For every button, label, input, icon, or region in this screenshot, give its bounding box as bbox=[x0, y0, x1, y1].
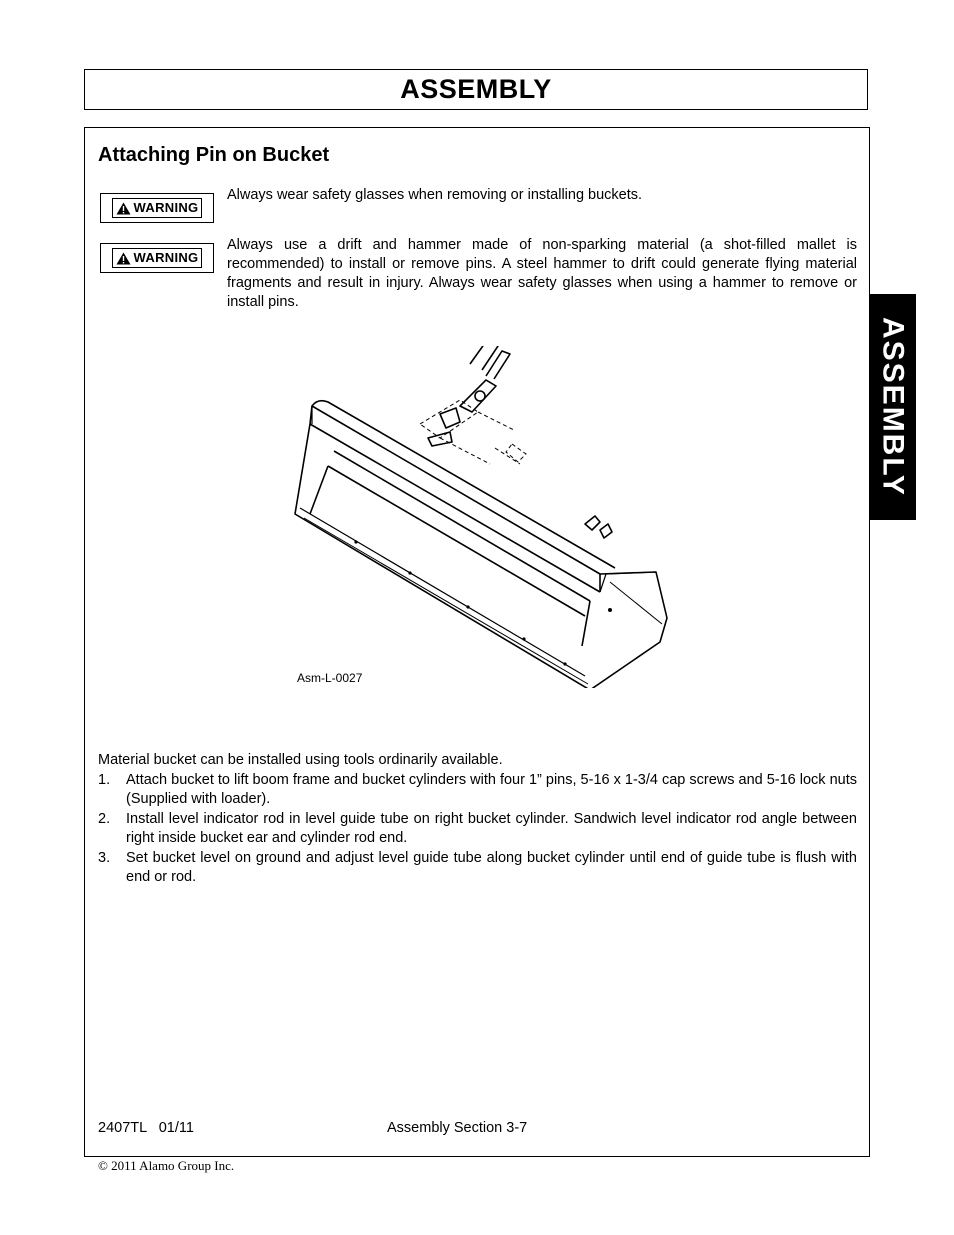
warning-label: WARNING bbox=[133, 200, 199, 215]
section-heading: Attaching Pin on Bucket bbox=[98, 144, 330, 166]
footer-model-date bbox=[98, 1120, 194, 1136]
step-text: Attach bucket to lift boom frame and bucket cylinders with four 1” pins, 5-16 x 1-3/4 cap screws and 5-16 lock nuts (Supplied with loader). bbox=[126, 771, 857, 807]
warning-label: WARNING bbox=[133, 250, 199, 265]
side-tab-label: ASSEMBLY bbox=[876, 317, 910, 497]
list-item bbox=[98, 810, 857, 849]
warning-triangle-icon bbox=[116, 202, 131, 215]
step-text: Install level indicator rod in level guide tube on right bucket cylinder. Sandwich level indicator rod angle between right inside bucket ear and cylinder rod end. bbox=[126, 810, 857, 846]
copyright: © 2011 Alamo Group Inc. bbox=[98, 1158, 235, 1173]
step-number: 1. bbox=[98, 771, 111, 788]
section-side-tab bbox=[869, 294, 916, 520]
list-item bbox=[98, 849, 857, 888]
list-item bbox=[98, 771, 857, 810]
bucket-illustration bbox=[290, 346, 670, 688]
step-number: 2. bbox=[98, 810, 111, 827]
intro-text: Material bucket can be installed using tools ordinarily available. bbox=[98, 752, 503, 768]
footer-page-ref: Assembly Section 3-7 bbox=[387, 1120, 528, 1136]
warning-triangle-icon bbox=[116, 252, 131, 265]
warning-badge bbox=[100, 243, 214, 273]
page-title: ASSEMBLY bbox=[400, 74, 552, 104]
instructions bbox=[98, 751, 857, 888]
warning-badge bbox=[100, 193, 214, 223]
figure-label: Asm-L-0027 bbox=[297, 671, 363, 685]
page-header bbox=[84, 69, 868, 110]
bucket-drawing bbox=[290, 346, 670, 688]
warning-text: Always wear safety glasses when removing or installing buckets. bbox=[227, 187, 643, 203]
content-panel bbox=[84, 127, 870, 1157]
warning-text: Always use a drift and hammer made of non-sparking material (a shot-filled mallet is recommended) to install or remove pins. A steel hammer to drift could generate flying material fragments and result in injury. Always wear safety glasses when using a hammer to remove or install pins. bbox=[227, 237, 857, 310]
footer-model-date-text: 2407TL 01/11 bbox=[98, 1120, 194, 1136]
step-text: Set bucket level on ground and adjust level guide tube along bucket cylinder until end of guide tube is flush with end or rod. bbox=[126, 849, 857, 885]
step-number: 3. bbox=[98, 849, 111, 866]
steps-list bbox=[98, 771, 857, 888]
